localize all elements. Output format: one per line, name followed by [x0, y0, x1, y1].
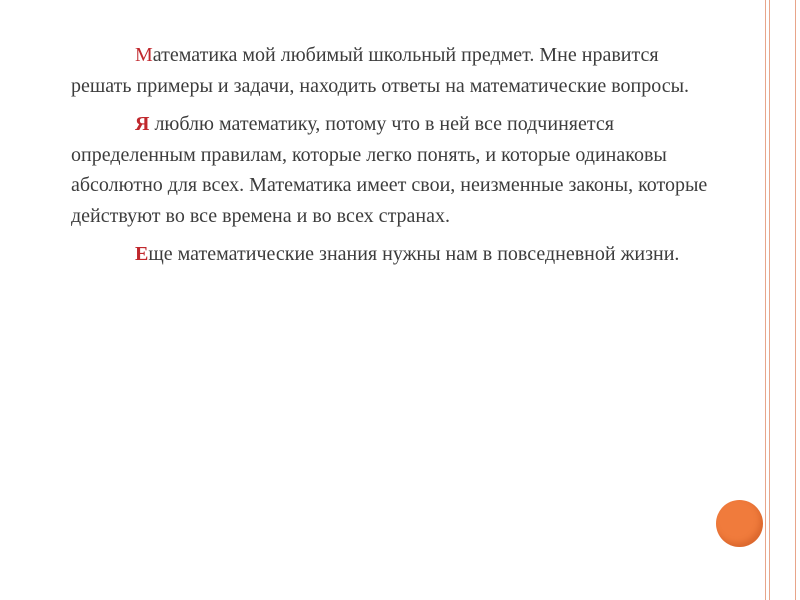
- decorative-circle: [716, 500, 763, 547]
- paragraph-3: [71, 239, 711, 270]
- paragraph-2-text: люблю математику, потому что в ней все подчиняется определенным правилам, которые легко понять, и которые одинаковы абсолютно для всех. Математика имеет свои, неизменные законы, которые действуют во все времена и во всех странах.: [71, 113, 708, 227]
- paragraph-1: [71, 40, 711, 101]
- paragraph-2: [71, 109, 711, 231]
- paragraph-1-text: атематика мой любимый школьный предмет. Мне нравится решать примеры и задачи, находить ответы на математические вопросы.: [71, 44, 690, 97]
- slide-text-body: [71, 40, 711, 278]
- decorative-line-left: [765, 0, 766, 600]
- decorative-line-right: [795, 0, 796, 600]
- decorative-line-middle: [769, 0, 770, 600]
- paragraph-2-initial: Я: [135, 113, 150, 135]
- paragraph-3-initial: Е: [135, 243, 149, 265]
- paragraph-3-text: ще математические знания нужны нам в повседневной жизни.: [148, 243, 680, 265]
- paragraph-1-initial: М: [135, 44, 153, 66]
